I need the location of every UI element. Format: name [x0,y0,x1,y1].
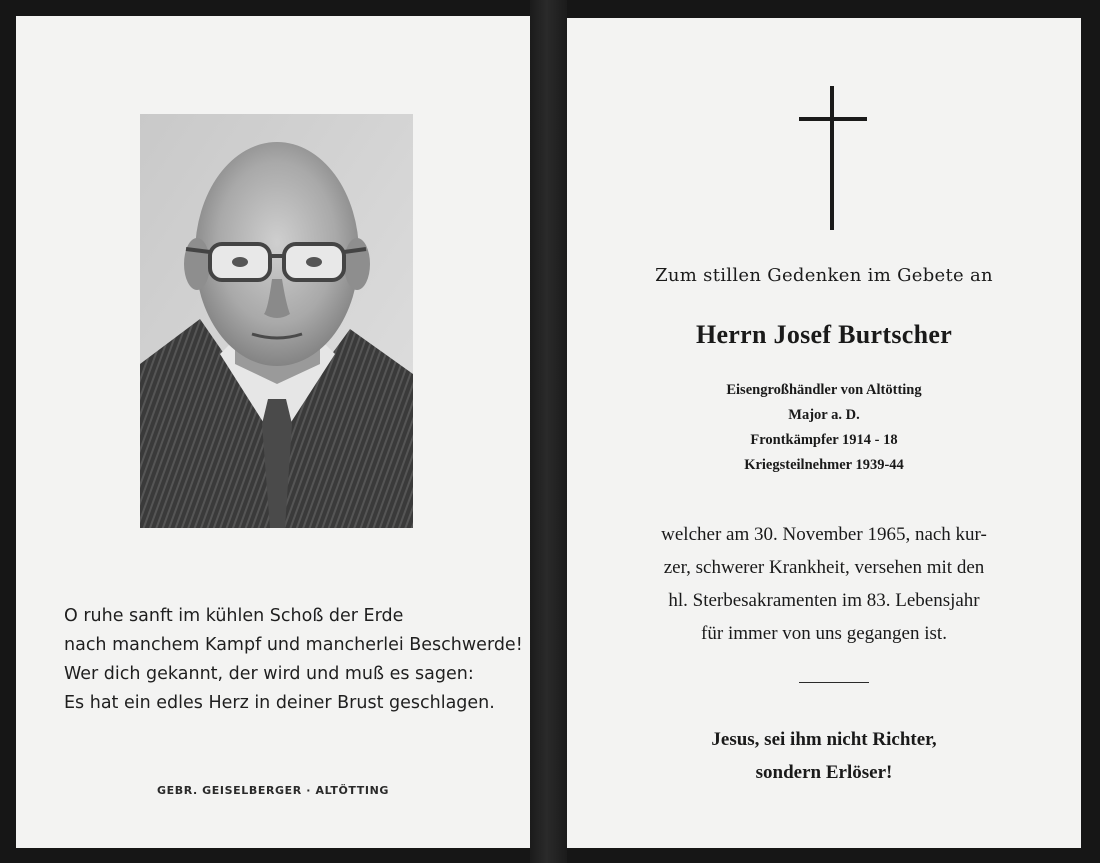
notice-line: welcher am 30. November 1965, nach kur- [661,524,987,545]
card-fold [530,0,567,863]
title-line: Frontkämpfer 1914 - 18 [750,432,898,448]
intro-line: Zum stillen Gedenken im Gebete an [655,265,993,286]
title-line: Major a. D. [788,407,860,423]
deceased-name: Herrn Josef Burtscher [695,320,953,349]
printer-imprint: GEBR. GEISELBERGER · ALTÖTTING [156,784,390,797]
separator-line [799,682,869,683]
poem-line: nach manchem Kampf und mancherlei Beschwerde! [64,635,523,655]
right-panel [567,18,1081,848]
notice-line: hl. Sterbesakramenten im 83. Lebensjahr [668,590,980,611]
left-panel [16,16,530,848]
latin-cross-icon [799,86,867,230]
title-line: Eisengroßhändler von Altötting [726,382,922,398]
portrait-photo [140,114,413,528]
prayer-line: Jesus, sei ihm nicht Richter, [711,729,937,750]
poem-line: O ruhe sanft im kühlen Schoß der Erde [64,606,404,626]
closing-prayer [567,723,1081,789]
notice-line: zer, schwerer Krankheit, versehen mit den [663,557,985,578]
death-notice [567,518,1081,650]
notice-line: für immer von uns gegangen ist. [701,623,947,644]
deceased-titles [567,378,1081,478]
prayer-line: sondern Erlöser! [755,762,893,783]
poem-line: Wer dich gekannt, der wird und muß es sagen: [64,664,474,684]
title-line: Kriegsteilnehmer 1939-44 [744,457,904,473]
poem-line: Es hat ein edles Herz in deiner Brust geschlagen. [64,693,495,713]
poem [64,602,523,718]
